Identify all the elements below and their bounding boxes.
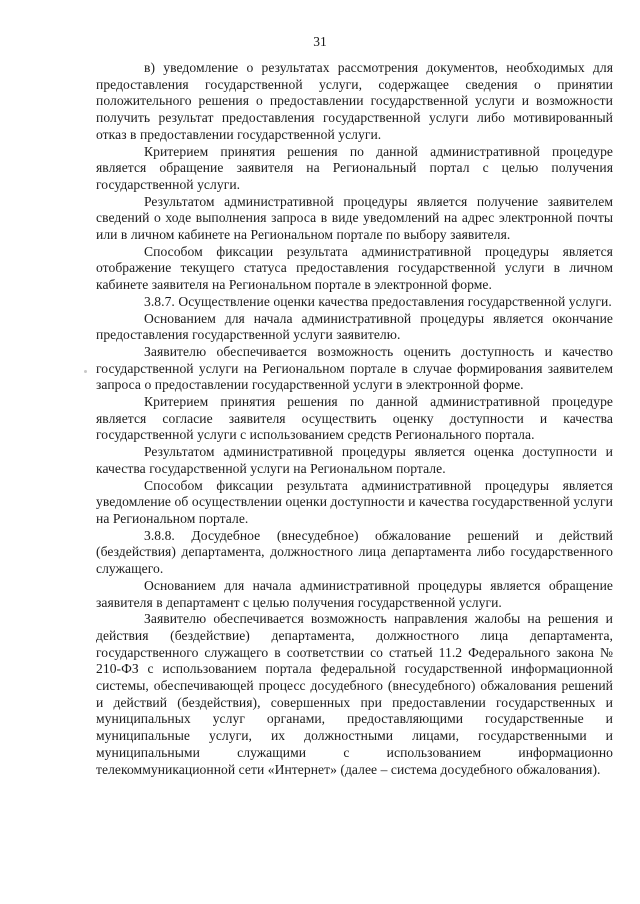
section-heading-3-8-8: 3.8.8. Досудебное (внесудебное) обжалование решений и действий (бездействия) департамента, должностного лица департамента либо государственного служащего. [96, 527, 613, 577]
document-body [96, 60, 613, 778]
paragraph-assessment-fixation: Способом фиксации результата административной процедуры является уведомление об осуществлении оценки доступности и качества государственной услуги на Региональном портале. [96, 477, 613, 526]
paragraph-complaint-possibility: Заявителю обеспечивается возможность направления жалобы на решения и действия (бездействие) департамента, должностного лица департамента, государственного служащего в соответствии со статьей 11.2 Федерального закона № 210-ФЗ с использованием портала федеральной государственной информационной системы, обеспечивающей процесс досудебного (внесудебного) обжалования решений и действий (бездействия), совершенных при предоставлении государственных и муниципальных услуг органами, предоставляющими государственные и муниципальные услуги, их должностными лицами, государственными и муниципальными служащими с использованием информационно телекоммуникационной сети «Интернет» (далее – система досудебного обжалования). [96, 611, 613, 777]
paragraph-assessment-criterion: Критерием принятия решения по данной административной процедуре является согласие заявителя осуществить оценку доступности и качества государственной услуги с использованием средств Регионального портала. [96, 394, 613, 443]
paragraph-procedure-result: Результатом административной процедуры является получение заявителем сведений о ходе выполнения запроса в виде уведомлений на адрес электронной почты или в личном кабинете на Региональном портале по выбору заявителя. [96, 193, 613, 243]
paragraph-decision-criterion: Критерием принятия решения по данной административной процедуре является обращение заявителя на Региональный портал с целью получения государственной услуги. [96, 143, 613, 192]
paragraph-assessment-result: Результатом административной процедуры является оценка доступности и качества государственной услуги на Региональном портале. [96, 444, 613, 476]
paragraph-quality-assessment: Заявителю обеспечивается возможность оценить доступность и качество государственной услуги на Региональном портале в случае формирования заявителем запроса о предоставлении государственной услуги в электронной форме. [96, 343, 613, 393]
paragraph-basis-start: Основанием для начала административной процедуры является окончание предоставления государственной услуги заявителю. [96, 310, 613, 343]
paragraph-fixation-method: Способом фиксации результата административной процедуры является отображение текущего статуса предоставления государственной услуги в личном кабинете заявителя на Региональном портале в электронной форме. [96, 243, 613, 293]
paragraph-notification-result: в) уведомление о результатах рассмотрения документов, необходимых для предоставления государственной услуги, содержащее сведения о принятии положительного решения о предоставлении государственной услуги и возможности получить результат предоставления государственной услуги либо мотивированный отказ в предоставлении государственной услуги. [96, 60, 613, 142]
paragraph-appeal-basis: Основанием для начала административной процедуры является обращение заявителя в департамент с целью получения государственной услуги. [96, 577, 613, 610]
margin-mark [84, 370, 87, 373]
section-heading-3-8-7: 3.8.7. Осуществление оценки качества предоставления государственной услуги. [144, 293, 612, 309]
page-number: 31 [313, 34, 327, 49]
